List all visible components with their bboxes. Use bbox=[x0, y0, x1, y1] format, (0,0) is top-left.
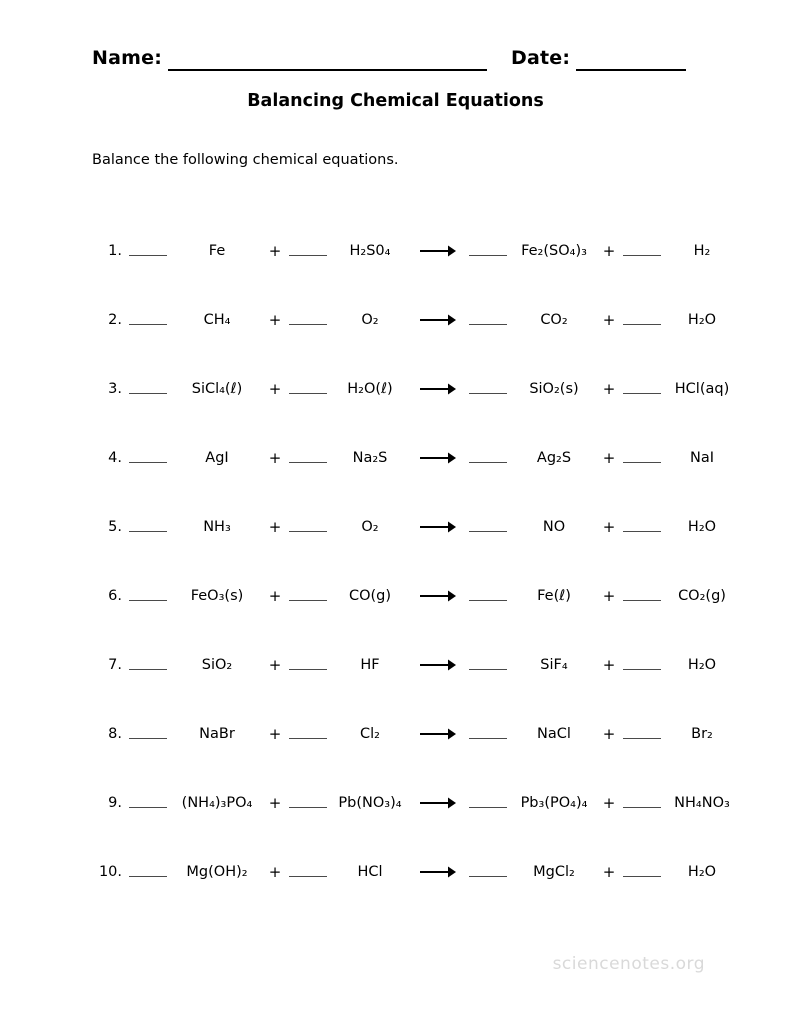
blank-line bbox=[469, 242, 507, 256]
product-formula: MgCl₂ bbox=[533, 863, 575, 880]
reactant-formula: NaBr bbox=[199, 725, 235, 742]
blank-line bbox=[289, 518, 327, 532]
equation-number: 6. bbox=[108, 587, 122, 604]
blank-line bbox=[623, 380, 661, 394]
equation-number: 7. bbox=[108, 656, 122, 673]
reaction-arrow-icon bbox=[410, 519, 466, 535]
name-blank-line bbox=[168, 69, 487, 71]
coefficient-blank bbox=[466, 242, 510, 260]
blank-line bbox=[623, 518, 661, 532]
equation-number: 9. bbox=[108, 794, 122, 811]
coefficient-blank bbox=[126, 794, 170, 812]
product-formula: CO₂ bbox=[540, 311, 568, 328]
coefficient-blank bbox=[466, 656, 510, 674]
blank-line bbox=[623, 656, 661, 670]
plus-sign: + bbox=[268, 655, 282, 674]
reactant-formula: HF bbox=[360, 656, 380, 673]
product-formula: NaCl bbox=[537, 725, 571, 742]
date-label: Date: bbox=[511, 47, 571, 69]
equation-row bbox=[92, 492, 740, 561]
equation-row bbox=[92, 285, 740, 354]
blank-line bbox=[289, 311, 327, 325]
equation-number: 3. bbox=[108, 380, 122, 397]
equation-row bbox=[92, 216, 740, 285]
equation-number: 8. bbox=[108, 725, 122, 742]
product-formula: H₂O bbox=[687, 518, 717, 535]
coefficient-blank bbox=[286, 311, 330, 329]
equation-row bbox=[92, 423, 740, 492]
reactant-formula: AgI bbox=[205, 449, 229, 466]
blank-line bbox=[289, 656, 327, 670]
plus-sign: + bbox=[602, 586, 616, 605]
product-formula: HCl(aq) bbox=[674, 380, 730, 397]
plus-sign: + bbox=[268, 379, 282, 398]
reaction-arrow-icon bbox=[410, 312, 466, 328]
plus-sign: + bbox=[268, 793, 282, 812]
blank-line bbox=[469, 518, 507, 532]
plus-sign: + bbox=[268, 310, 282, 329]
coefficient-blank bbox=[620, 725, 664, 743]
instruction-text: Balance the following chemical equations. bbox=[92, 152, 399, 168]
reactant-formula: SiO₂ bbox=[201, 656, 233, 673]
coefficient-blank bbox=[126, 518, 170, 536]
coefficient-blank bbox=[126, 863, 170, 881]
product-formula: SiO₂(s) bbox=[529, 380, 579, 397]
equation-number: 10. bbox=[98, 863, 122, 880]
reactant-formula: O₂ bbox=[361, 518, 379, 535]
blank-line bbox=[623, 863, 661, 877]
product-formula: H₂O bbox=[687, 311, 717, 328]
reactant-formula: FeO₃(s) bbox=[190, 587, 244, 604]
plus-sign: + bbox=[268, 241, 282, 260]
coefficient-blank bbox=[286, 587, 330, 605]
blank-line bbox=[469, 794, 507, 808]
reactant-formula: O₂ bbox=[361, 311, 379, 328]
coefficient-blank bbox=[466, 587, 510, 605]
blank-line bbox=[623, 725, 661, 739]
plus-sign: + bbox=[602, 655, 616, 674]
coefficient-blank bbox=[620, 449, 664, 467]
coefficient-blank bbox=[286, 380, 330, 398]
blank-line bbox=[623, 449, 661, 463]
reactant-formula: CH₄ bbox=[203, 311, 231, 328]
plus-sign: + bbox=[602, 310, 616, 329]
date-blank-line bbox=[576, 69, 686, 71]
product-formula: Br₂ bbox=[691, 725, 713, 742]
reaction-arrow-icon bbox=[410, 795, 466, 811]
plus-sign: + bbox=[602, 862, 616, 881]
reaction-arrow-icon bbox=[410, 657, 466, 673]
name-label: Name: bbox=[92, 47, 163, 69]
coefficient-blank bbox=[466, 518, 510, 536]
blank-line bbox=[623, 794, 661, 808]
coefficient-blank bbox=[620, 242, 664, 260]
coefficient-blank bbox=[466, 794, 510, 812]
equation-number: 1. bbox=[108, 242, 122, 259]
plus-sign: + bbox=[602, 793, 616, 812]
product-formula: H₂O bbox=[687, 656, 717, 673]
blank-line bbox=[623, 587, 661, 601]
coefficient-blank bbox=[126, 242, 170, 260]
blank-line bbox=[129, 863, 167, 877]
reactant-formula: H₂O(ℓ) bbox=[347, 380, 393, 397]
blank-line bbox=[469, 380, 507, 394]
plus-sign: + bbox=[602, 517, 616, 536]
reactant-formula: H₂S0₄ bbox=[349, 242, 391, 259]
coefficient-blank bbox=[620, 518, 664, 536]
product-formula: NH₄NO₃ bbox=[674, 794, 730, 811]
product-formula: NaI bbox=[689, 449, 714, 466]
blank-line bbox=[623, 311, 661, 325]
blank-line bbox=[289, 863, 327, 877]
reaction-arrow-icon bbox=[410, 243, 466, 259]
product-formula: Ag₂S bbox=[536, 449, 572, 466]
coefficient-blank bbox=[466, 380, 510, 398]
coefficient-blank bbox=[286, 725, 330, 743]
blank-line bbox=[129, 725, 167, 739]
reactant-formula: CO(g) bbox=[348, 587, 392, 604]
coefficient-blank bbox=[620, 656, 664, 674]
reactant-formula: HCl bbox=[357, 863, 383, 880]
coefficient-blank bbox=[466, 311, 510, 329]
blank-line bbox=[469, 863, 507, 877]
blank-line bbox=[129, 242, 167, 256]
equation-number: 5. bbox=[108, 518, 122, 535]
product-formula: H₂ bbox=[693, 242, 711, 259]
equation-row bbox=[92, 354, 740, 423]
coefficient-blank bbox=[126, 725, 170, 743]
coefficient-blank bbox=[620, 863, 664, 881]
equation-row bbox=[92, 699, 740, 768]
blank-line bbox=[129, 380, 167, 394]
blank-line bbox=[469, 449, 507, 463]
blank-line bbox=[129, 311, 167, 325]
blank-line bbox=[289, 242, 327, 256]
blank-line bbox=[129, 518, 167, 532]
coefficient-blank bbox=[286, 449, 330, 467]
reaction-arrow-icon bbox=[410, 726, 466, 742]
plus-sign: + bbox=[602, 379, 616, 398]
plus-sign: + bbox=[602, 448, 616, 467]
coefficient-blank bbox=[286, 656, 330, 674]
blank-line bbox=[129, 449, 167, 463]
reaction-arrow-icon bbox=[410, 381, 466, 397]
blank-line bbox=[469, 587, 507, 601]
blank-line bbox=[129, 656, 167, 670]
product-formula: H₂O bbox=[687, 863, 717, 880]
blank-line bbox=[469, 725, 507, 739]
reactant-formula: Na₂S bbox=[352, 449, 388, 466]
blank-line bbox=[289, 380, 327, 394]
blank-line bbox=[289, 587, 327, 601]
coefficient-blank bbox=[620, 380, 664, 398]
reaction-arrow-icon bbox=[410, 864, 466, 880]
coefficient-blank bbox=[126, 380, 170, 398]
plus-sign: + bbox=[602, 241, 616, 260]
reactant-formula: SiCl₄(ℓ) bbox=[191, 380, 243, 397]
coefficient-blank bbox=[286, 863, 330, 881]
product-formula: Fe₂(SO₄)₃ bbox=[521, 242, 587, 259]
coefficient-blank bbox=[286, 242, 330, 260]
coefficient-blank bbox=[620, 587, 664, 605]
plus-sign: + bbox=[602, 724, 616, 743]
blank-line bbox=[289, 725, 327, 739]
plus-sign: + bbox=[268, 724, 282, 743]
coefficient-blank bbox=[286, 794, 330, 812]
equation-number: 2. bbox=[108, 311, 122, 328]
plus-sign: + bbox=[268, 448, 282, 467]
reactant-formula: Fe bbox=[208, 242, 226, 259]
equation-row bbox=[92, 837, 740, 906]
footer-credit: sciencenotes.org bbox=[552, 954, 705, 974]
product-formula: SiF₄ bbox=[540, 656, 568, 673]
reactant-formula: Pb(NO₃)₄ bbox=[338, 794, 402, 811]
product-formula: Fe(ℓ) bbox=[537, 587, 571, 604]
blank-line bbox=[289, 449, 327, 463]
product-formula: Pb₃(PO₄)₄ bbox=[520, 794, 588, 811]
coefficient-blank bbox=[126, 587, 170, 605]
product-formula: CO₂(g) bbox=[678, 587, 726, 604]
plus-sign: + bbox=[268, 586, 282, 605]
equation-list bbox=[92, 216, 740, 906]
blank-line bbox=[469, 311, 507, 325]
blank-line bbox=[469, 656, 507, 670]
blank-line bbox=[129, 587, 167, 601]
page-title: Balancing Chemical Equations bbox=[247, 91, 544, 111]
coefficient-blank bbox=[126, 311, 170, 329]
equation-row bbox=[92, 561, 740, 630]
coefficient-blank bbox=[286, 518, 330, 536]
coefficient-blank bbox=[620, 794, 664, 812]
equation-row bbox=[92, 630, 740, 699]
blank-line bbox=[129, 794, 167, 808]
coefficient-blank bbox=[620, 311, 664, 329]
equation-row bbox=[92, 768, 740, 837]
plus-sign: + bbox=[268, 517, 282, 536]
product-formula: NO bbox=[542, 518, 566, 535]
reactant-formula: (NH₄)₃PO₄ bbox=[181, 794, 253, 811]
reaction-arrow-icon bbox=[410, 588, 466, 604]
blank-line bbox=[623, 242, 661, 256]
coefficient-blank bbox=[466, 725, 510, 743]
reactant-formula: Mg(OH)₂ bbox=[186, 863, 248, 880]
blank-line bbox=[289, 794, 327, 808]
coefficient-blank bbox=[126, 656, 170, 674]
plus-sign: + bbox=[268, 862, 282, 881]
coefficient-blank bbox=[126, 449, 170, 467]
coefficient-blank bbox=[466, 863, 510, 881]
reaction-arrow-icon bbox=[410, 450, 466, 466]
coefficient-blank bbox=[466, 449, 510, 467]
reactant-formula: NH₃ bbox=[203, 518, 231, 535]
equation-number: 4. bbox=[108, 449, 122, 466]
reactant-formula: Cl₂ bbox=[360, 725, 380, 742]
